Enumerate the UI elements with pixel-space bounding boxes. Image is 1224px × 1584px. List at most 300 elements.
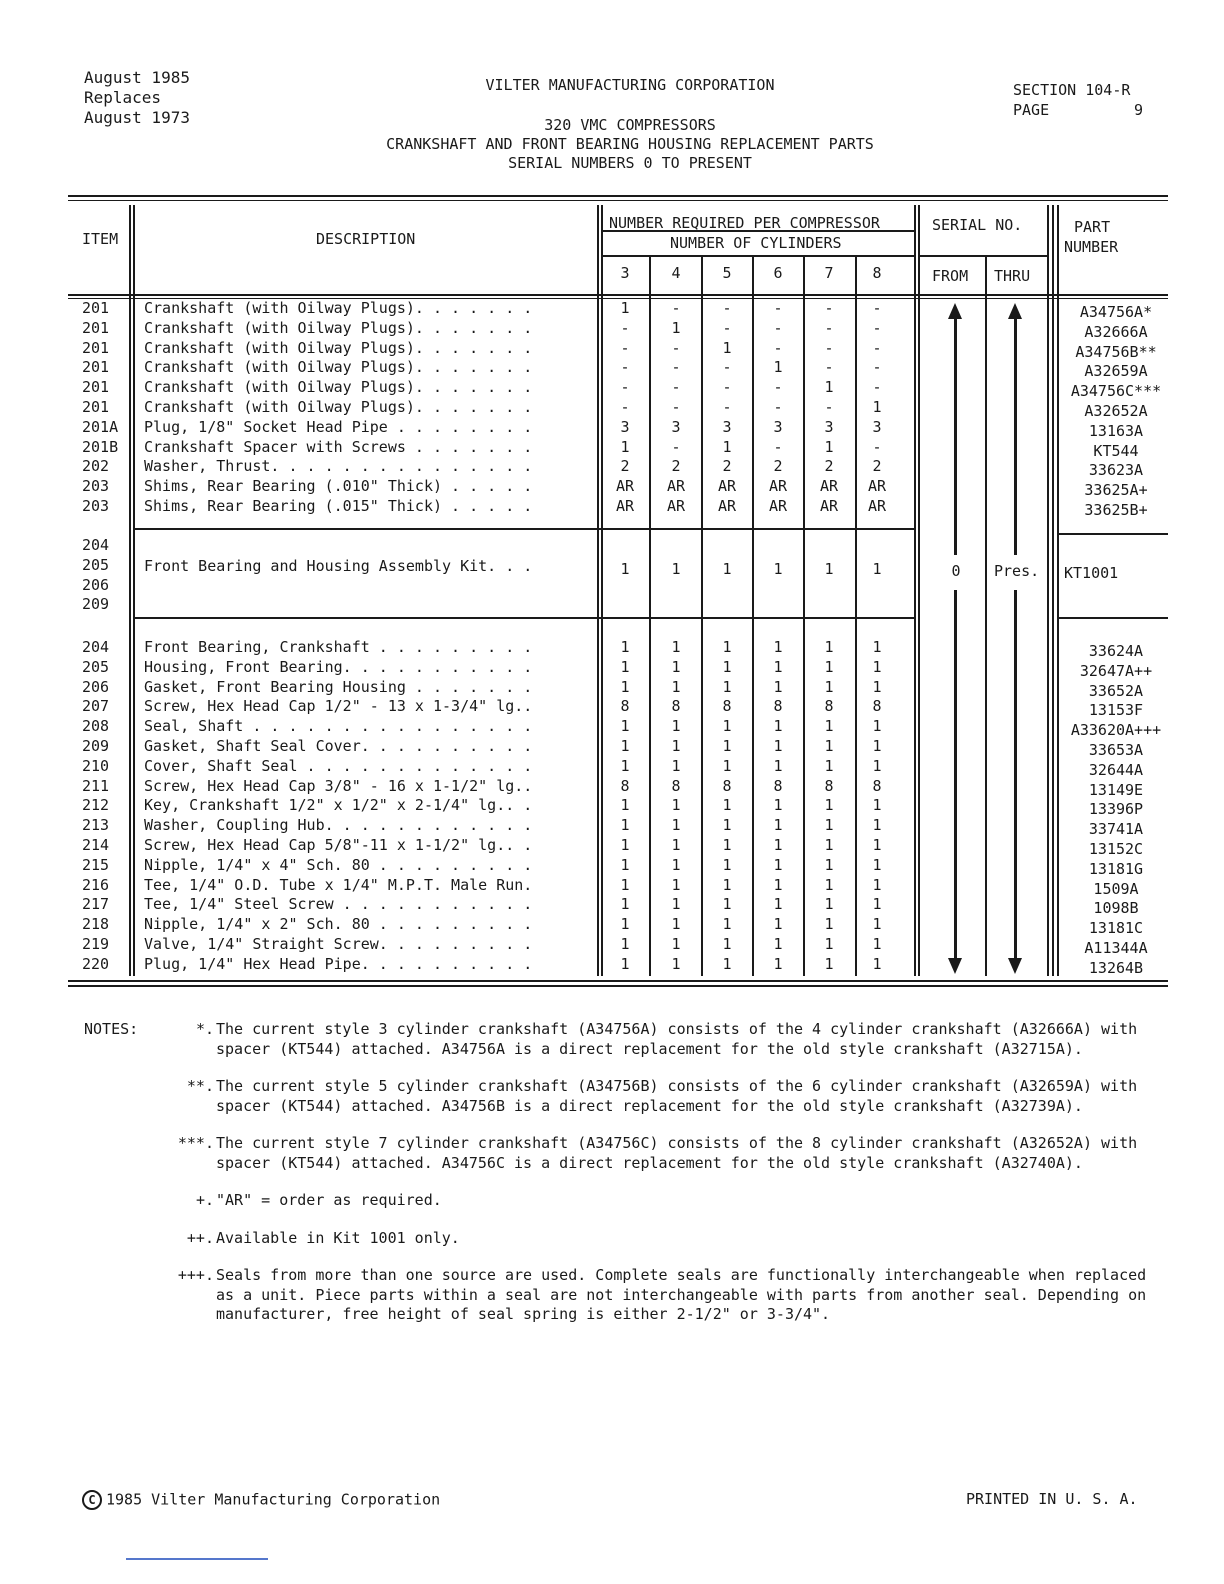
item-number: 208: [82, 717, 110, 736]
quantity-cell: 1: [722, 677, 732, 696]
quantity-cell: 1: [773, 816, 783, 835]
quantity-cell: 1: [671, 717, 681, 736]
part-number: 32644A: [1088, 760, 1144, 779]
quantity-cell: 8: [722, 697, 732, 716]
quantity-cell: AR: [768, 477, 788, 496]
quantity-cell: 1: [872, 560, 882, 578]
quantity-cell: -: [620, 398, 630, 416]
quantity-cell: 1: [824, 677, 834, 696]
quantity-cell: 1: [773, 638, 783, 656]
item-description: Crankshaft (with Oilway Plugs). . . . . . .: [144, 378, 533, 397]
part-number: 1509A: [1093, 879, 1139, 898]
quantity-cell: 8: [620, 697, 630, 716]
part-number: A32652A: [1084, 402, 1148, 420]
item-number: 209: [82, 595, 110, 614]
title-line: CRANKSHAFT AND FRONT BEARING HOUSING REPLACEMENT PARTS: [386, 135, 874, 153]
note-item: [84, 1229, 1164, 1249]
quantity-cell: 1: [773, 915, 783, 934]
quantity-cell: 1: [671, 915, 681, 934]
quantity-cell: -: [671, 338, 681, 357]
item-description: Front Bearing, Crankshaft . . . . . . . . .: [144, 638, 533, 656]
kit-description: Front Bearing and Housing Assembly Kit. . .: [144, 557, 533, 575]
quantity-cell: 1: [872, 895, 882, 914]
date-line: August 1973: [84, 108, 190, 127]
quantity-cell: 1: [620, 836, 630, 854]
quantity-cell: 1: [872, 657, 882, 676]
notes-section: [84, 1020, 1164, 1343]
item-description: Shims, Rear Bearing (.010" Thick) . . . . .: [144, 477, 533, 496]
item-description: Plug, 1/4" Hex Head Pipe. . . . . . . . . .: [144, 954, 533, 973]
quantity-cell: AR: [717, 497, 737, 515]
quantity-cell: 1: [872, 677, 882, 696]
quantity-cell: 3: [671, 417, 681, 436]
quantity-cell: 1: [671, 657, 681, 676]
quantity-cell: 3: [722, 417, 732, 436]
quantity-cell: 1: [872, 638, 882, 656]
part-number: 13152C: [1088, 840, 1144, 858]
quantity-cell: AR: [768, 497, 788, 515]
quantity-cell: 1: [620, 717, 630, 736]
serial-from: 0: [951, 562, 961, 580]
quantity-cell: 2: [872, 457, 882, 476]
cylinder-header: 4: [671, 264, 681, 282]
item-number: 214: [82, 836, 110, 854]
item-description: Crankshaft (with Oilway Plugs). . . . . . .: [144, 398, 533, 416]
quantity-cell: 1: [824, 954, 834, 973]
col-divider: [1052, 205, 1054, 976]
item-description: Nipple, 1/4" x 4" Sch. 80 . . . . . . . . .: [144, 855, 533, 874]
quantity-cell: 1: [671, 638, 681, 656]
col-divider: [133, 205, 135, 976]
col-divider: [129, 205, 131, 976]
quantity-cell: 1: [671, 560, 681, 578]
item-description: Key, Crankshaft 1/2" x 1/2" x 2-1/4" lg.. .: [144, 796, 533, 815]
quantity-cell: 1: [671, 737, 681, 755]
item-number: 207: [82, 697, 110, 716]
item-number: 203: [82, 497, 110, 515]
quantity-cell: 1: [824, 935, 834, 953]
title-line: 320 VMC COMPRESSORS: [544, 116, 716, 134]
header-thru: THRU: [994, 267, 1031, 285]
quantity-cell: 1: [773, 875, 783, 894]
table-top-rule: [68, 195, 1168, 197]
item-description: Washer, Thrust. . . . . . . . . . . . . . .: [144, 457, 533, 476]
quantity-cell: 1: [824, 875, 834, 894]
item-number: 201: [82, 338, 110, 357]
item-description: Tee, 1/4" Steel Screw . . . . . . . . . . .: [144, 895, 533, 914]
header-number-required: NUMBER REQUIRED PER COMPRESSOR: [609, 214, 880, 232]
item-number: 210: [82, 756, 110, 775]
item-number: 201A: [82, 417, 119, 436]
note-mark: +.: [195, 1191, 214, 1209]
quantity-cell: -: [773, 378, 783, 397]
item-number: 212: [82, 796, 110, 815]
quantity-cell: 1: [620, 437, 630, 456]
table-bottom-rule-2: [68, 985, 1168, 987]
quantity-cell: 1: [620, 299, 630, 317]
table-bottom-rule: [68, 980, 1168, 982]
quantity-cell: 1: [620, 855, 630, 874]
col-divider: [914, 205, 916, 976]
item-description: Gasket, Shaft Seal Cover. . . . . . . . . .: [144, 737, 533, 755]
quantity-cell: 1: [872, 816, 882, 835]
note-mark: +++.: [177, 1266, 214, 1284]
item-number: 211: [82, 776, 110, 795]
quantity-cell: 1: [773, 358, 783, 377]
item-number: 209: [82, 737, 110, 755]
header-serial: SERIAL NO.: [932, 216, 1023, 234]
item-number: 201: [82, 299, 110, 317]
col-divider: [597, 205, 599, 976]
page-label: PAGE: [1013, 101, 1050, 119]
quantity-cell: 8: [671, 776, 681, 795]
quantity-cell: 1: [671, 895, 681, 914]
header-part-number: NUMBER: [1064, 238, 1119, 256]
note-mark: *.: [195, 1020, 214, 1038]
item-number: 205: [82, 555, 110, 574]
part-number: 13396P: [1088, 800, 1144, 819]
quantity-cell: -: [722, 299, 732, 317]
quantity-cell: 1: [722, 756, 732, 775]
quantity-cell: 1: [824, 836, 834, 854]
quantity-cell: 1: [620, 915, 630, 934]
col-divider: [701, 256, 703, 976]
item-number: 205: [82, 657, 110, 676]
quantity-cell: 1: [824, 816, 834, 835]
note-mark: ++.: [186, 1228, 214, 1247]
quantity-cell: AR: [867, 497, 887, 515]
quantity-cell: AR: [867, 477, 887, 496]
quantity-cell: 8: [872, 776, 882, 795]
quantity-cell: AR: [819, 477, 839, 496]
part-number: 1098B: [1093, 899, 1139, 918]
part-number: 32647A++: [1079, 661, 1153, 680]
item-number: 220: [82, 954, 110, 973]
item-number: 204: [82, 638, 110, 656]
part-number: 13181C: [1088, 919, 1144, 938]
item-number: 206: [82, 575, 110, 594]
quantity-cell: 1: [773, 954, 783, 973]
note-item: [84, 1266, 1164, 1325]
group-separator-part: [1058, 533, 1168, 535]
note-text: "AR" = order as required.: [216, 1191, 442, 1209]
quantity-cell: -: [671, 398, 681, 416]
item-description: Tee, 1/4" O.D. Tube x 1/4" M.P.T. Male Run.: [144, 875, 533, 894]
item-description: Screw, Hex Head Cap 5/8"-11 x 1-1/2" lg.. .: [144, 836, 533, 854]
date-block: [84, 68, 190, 128]
quantity-cell: 1: [722, 915, 732, 934]
item-description: Plug, 1/8" Socket Head Pipe . . . . . . . .: [144, 417, 533, 436]
quantity-cell: -: [722, 378, 732, 397]
quantity-cell: 1: [824, 638, 834, 656]
quantity-cell: 8: [824, 697, 834, 716]
quantity-cell: 1: [722, 338, 732, 357]
quantity-cell: AR: [615, 497, 635, 515]
item-description: Crankshaft Spacer with Screws . . . . . . .: [144, 437, 533, 456]
quantity-cell: AR: [666, 497, 686, 515]
table-top-rule-2: [68, 200, 1168, 201]
notes-label: NOTES:: [84, 1020, 139, 1038]
section-label: SECTION 104-R: [1013, 81, 1131, 99]
quantity-cell: -: [872, 299, 882, 317]
quantity-cell: 1: [872, 717, 882, 736]
header-subrule: [920, 255, 1047, 257]
item-number: 202: [82, 457, 110, 476]
quantity-cell: 1: [722, 836, 732, 854]
quantity-cell: 1: [872, 935, 882, 953]
copyright-icon: C: [82, 1490, 102, 1510]
section-block: [1013, 80, 1143, 120]
part-number: 33652A: [1088, 681, 1144, 700]
quantity-cell: 1: [671, 875, 681, 894]
item-number: 203: [82, 477, 110, 496]
cylinder-header: 3: [620, 264, 630, 282]
page-number: 9: [1133, 101, 1143, 119]
quantity-cell: 1: [671, 836, 681, 854]
note-item: [84, 1134, 1164, 1173]
note-text: Available in Kit 1001 only.: [216, 1228, 460, 1247]
item-description: Crankshaft (with Oilway Plugs). . . . . . .: [144, 358, 533, 377]
quantity-cell: 1: [722, 796, 732, 815]
quantity-cell: 8: [824, 776, 834, 795]
quantity-cell: 1: [722, 935, 732, 953]
quantity-cell: 1: [671, 816, 681, 835]
serial-thru: Pres.: [994, 562, 1040, 580]
quantity-cell: 1: [620, 756, 630, 775]
printed-in: PRINTED IN U. S. A.: [966, 1490, 1138, 1508]
header-item: ITEM: [82, 230, 119, 248]
quantity-cell: 8: [773, 776, 783, 795]
item-number: 201: [82, 358, 110, 377]
quantity-cell: 1: [722, 657, 732, 676]
cylinder-header: 7: [824, 264, 834, 282]
quantity-cell: 1: [773, 836, 783, 854]
part-number: A33620A+++: [1070, 721, 1162, 740]
item-description: Screw, Hex Head Cap 1/2" - 13 x 1-3/4" lg..: [144, 697, 533, 716]
quantity-cell: 8: [620, 776, 630, 795]
quantity-cell: 1: [872, 915, 882, 934]
quantity-cell: 2: [824, 457, 834, 476]
col-divider: [649, 256, 651, 976]
quantity-cell: 1: [872, 737, 882, 755]
item-number: 201: [82, 318, 110, 337]
quantity-cell: 1: [620, 875, 630, 894]
quantity-cell: -: [824, 318, 834, 337]
part-number: 33741A: [1088, 820, 1144, 839]
quantity-cell: 1: [824, 717, 834, 736]
note-item: [84, 1077, 1164, 1116]
part-number: A34756A*: [1079, 303, 1153, 321]
cylinder-header: 5: [722, 264, 732, 282]
quantity-cell: 1: [872, 398, 882, 416]
quantity-cell: 1: [620, 935, 630, 953]
note-text: The current style 3 cylinder crankshaft (A34756A) consists of the 4 cylinder crankshaft (A32666A) with spacer (KT544) attached. A34756A is a direct replacement for the old style crankshaft (A32715A).: [216, 1020, 1138, 1058]
item-number: 201: [82, 398, 110, 416]
quantity-cell: 1: [773, 737, 783, 755]
quantity-cell: 1: [620, 816, 630, 835]
quantity-cell: 3: [872, 417, 882, 436]
quantity-cell: 1: [722, 954, 732, 973]
quantity-cell: 1: [824, 915, 834, 934]
item-number: 217: [82, 895, 110, 914]
quantity-cell: -: [824, 338, 834, 357]
quantity-cell: -: [671, 437, 681, 456]
quantity-cell: 1: [872, 796, 882, 815]
quantity-cell: 1: [671, 935, 681, 953]
quantity-cell: 2: [773, 457, 783, 476]
note-text: The current style 5 cylinder crankshaft (A34756B) consists of the 6 cylinder crankshaft (A32659A) with spacer (KT544) attached. A34756B is a direct replacement for the old style crankshaft (A32739A).: [216, 1077, 1138, 1115]
item-number: 201: [82, 378, 110, 397]
scan-mark: [126, 1558, 268, 1560]
item-description: Washer, Coupling Hub. . . . . . . . . . . .: [144, 816, 533, 835]
quantity-cell: 1: [824, 378, 834, 397]
group-separator: [134, 528, 916, 530]
part-number: A11344A: [1084, 939, 1148, 957]
quantity-cell: 1: [722, 895, 732, 914]
quantity-cell: 1: [722, 717, 732, 736]
date-line: August 1985: [84, 68, 190, 87]
note-item: [84, 1020, 1164, 1059]
item-number: 213: [82, 816, 110, 835]
quantity-cell: 1: [620, 895, 630, 914]
quantity-cell: 1: [773, 796, 783, 815]
quantity-cell: -: [620, 358, 630, 377]
quantity-cell: 1: [872, 954, 882, 973]
quantity-cell: 8: [773, 697, 783, 716]
quantity-cell: 1: [824, 737, 834, 755]
part-number: A32659A: [1084, 362, 1148, 381]
quantity-cell: 8: [872, 697, 882, 716]
quantity-cell: 1: [620, 677, 630, 696]
quantity-cell: -: [872, 358, 882, 377]
part-number: 13264B: [1088, 958, 1144, 977]
quantity-cell: -: [824, 299, 834, 317]
part-number: 13181G: [1088, 859, 1144, 878]
quantity-cell: 1: [671, 954, 681, 973]
part-number: 33623A: [1088, 461, 1144, 480]
quantity-cell: 1: [824, 895, 834, 914]
part-number: A34756B**: [1075, 342, 1157, 361]
quantity-cell: 1: [824, 437, 834, 456]
item-description: Crankshaft (with Oilway Plugs). . . . . . .: [144, 318, 533, 337]
quantity-cell: 2: [722, 457, 732, 476]
quantity-cell: 2: [620, 457, 630, 476]
title-line: SERIAL NUMBERS 0 TO PRESENT: [508, 154, 752, 172]
company-name: VILTER MANUFACTURING CORPORATION: [485, 76, 775, 94]
item-number: 219: [82, 935, 110, 953]
col-divider: [1047, 205, 1049, 976]
note-text: Seals from more than one source are used. Complete seals are functionally interchangeable when replaced as a unit. Piece parts within a seal are not interchangeable with parts from another seal. Depending on manufacturer, free height of seal spring is either 2-1/2" or 3-3/4".: [216, 1266, 1147, 1323]
quantity-cell: 2: [671, 457, 681, 476]
quantity-cell: -: [773, 437, 783, 456]
quantity-cell: 1: [824, 560, 834, 578]
quantity-cell: 8: [722, 776, 732, 795]
quantity-cell: 1: [722, 638, 732, 656]
quantity-cell: -: [773, 398, 783, 416]
quantity-cell: AR: [717, 477, 737, 496]
quantity-cell: -: [722, 398, 732, 416]
quantity-cell: -: [824, 398, 834, 416]
item-description: Valve, 1/4" Straight Screw. . . . . . . . .: [144, 935, 533, 953]
quantity-cell: -: [773, 318, 783, 337]
part-number: 33653A: [1088, 741, 1144, 759]
quantity-cell: -: [722, 318, 732, 337]
part-number: KT544: [1093, 441, 1139, 460]
quantity-cell: -: [872, 378, 882, 397]
item-number: 218: [82, 915, 110, 934]
quantity-cell: 1: [671, 796, 681, 815]
quantity-cell: 1: [671, 756, 681, 775]
quantity-cell: -: [872, 318, 882, 337]
header-number-cylinders: NUMBER OF CYLINDERS: [670, 234, 842, 252]
note-item: [84, 1191, 1164, 1211]
quantity-cell: 1: [773, 895, 783, 914]
quantity-cell: -: [872, 338, 882, 357]
quantity-cell: -: [872, 437, 882, 456]
copyright-text: 1985 Vilter Manufacturing Corporation: [106, 1490, 441, 1509]
date-line: Replaces: [84, 88, 162, 107]
quantity-cell: -: [671, 378, 681, 397]
item-description: Seal, Shaft . . . . . . . . . . . . . . . .: [144, 717, 533, 736]
col-divider: [752, 256, 754, 976]
quantity-cell: 1: [773, 677, 783, 696]
quantity-cell: 1: [620, 638, 630, 656]
quantity-cell: 1: [722, 737, 732, 755]
quantity-cell: 1: [722, 437, 732, 456]
quantity-cell: -: [671, 358, 681, 377]
col-divider: [918, 205, 920, 976]
quantity-cell: 3: [824, 417, 834, 436]
item-description: Crankshaft (with Oilway Plugs). . . . . . .: [144, 338, 533, 357]
quantity-cell: 1: [824, 855, 834, 874]
quantity-cell: 1: [824, 756, 834, 775]
quantity-cell: 1: [773, 756, 783, 775]
item-number: 215: [82, 855, 110, 874]
quantity-cell: 1: [620, 737, 630, 755]
note-mark: ***.: [177, 1134, 214, 1152]
quantity-cell: 1: [620, 560, 630, 578]
quantity-cell: 1: [722, 816, 732, 835]
quantity-cell: 1: [620, 796, 630, 815]
item-description: Screw, Hex Head Cap 3/8" - 16 x 1-1/2" lg..: [144, 776, 533, 795]
copyright: [82, 1490, 440, 1510]
quantity-cell: 1: [773, 855, 783, 874]
part-number: 33625B+: [1084, 501, 1148, 519]
quantity-cell: -: [824, 358, 834, 377]
item-number: 201B: [82, 437, 119, 456]
quantity-cell: 1: [773, 657, 783, 676]
quantity-cell: -: [773, 338, 783, 357]
quantity-cell: 1: [872, 875, 882, 894]
quantity-cell: AR: [819, 497, 839, 515]
quantity-cell: -: [773, 299, 783, 317]
quantity-cell: -: [620, 318, 630, 337]
header-bottom-rule: [68, 294, 1168, 296]
col-divider: [803, 256, 805, 976]
quantity-cell: 1: [671, 855, 681, 874]
item-number: 206: [82, 677, 110, 696]
item-description: Housing, Front Bearing. . . . . . . . . . .: [144, 657, 533, 676]
quantity-cell: 1: [671, 677, 681, 696]
group-separator-part: [1058, 617, 1168, 619]
quantity-cell: 1: [773, 560, 783, 578]
note-text: The current style 7 cylinder crankshaft (A34756C) consists of the 8 cylinder crankshaft (A32652A) with spacer (KT544) attached. A34756C is a direct replacement for the old style crankshaft (A32740A).: [216, 1134, 1138, 1172]
part-number: 13163A: [1088, 421, 1144, 440]
header-part: PART: [1074, 218, 1111, 236]
quantity-cell: 1: [722, 875, 732, 894]
quantity-cell: 1: [620, 657, 630, 676]
quantity-cell: 1: [872, 836, 882, 854]
